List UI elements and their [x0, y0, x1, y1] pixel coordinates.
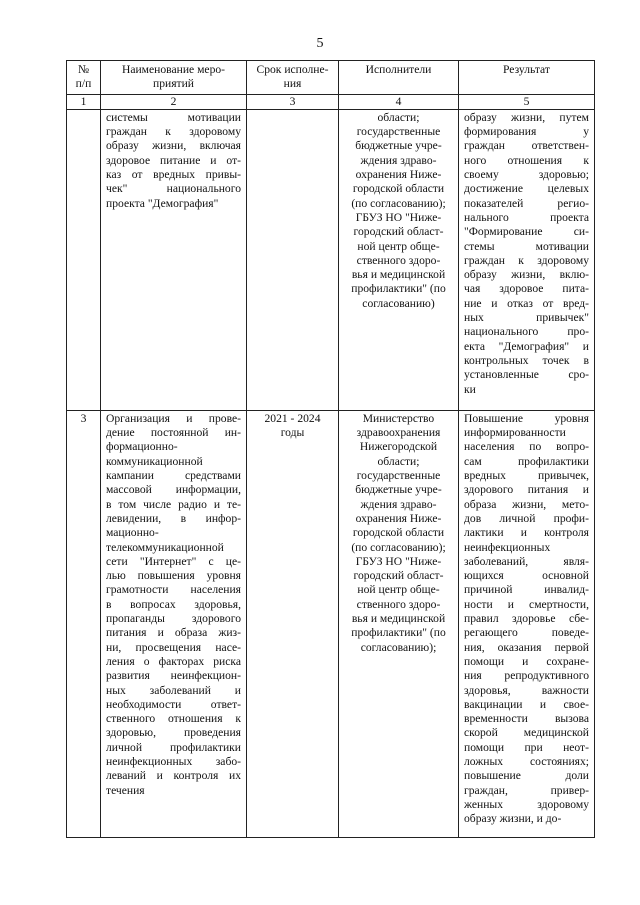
text-line: достижение целевых: [464, 182, 589, 196]
text-line: лью повышения уровня: [106, 569, 241, 583]
column-number: 4: [339, 94, 459, 109]
text-line: профилактики" (по: [351, 282, 446, 296]
text-line: телекоммуникационной: [106, 540, 224, 554]
text-line: ждения здраво-: [360, 497, 437, 511]
text-line: ния, оказания первой: [464, 640, 589, 654]
text-line: образу жизни, и до-: [464, 812, 562, 826]
table-header-row: [67, 61, 595, 95]
text-line: здравоохранения: [356, 426, 441, 440]
text-line: дов личной профи-: [464, 511, 589, 525]
text-line: здорового питания и: [464, 483, 589, 497]
text-line: охранения Ниже-: [355, 168, 442, 182]
page-number: 5: [316, 36, 324, 51]
text-line: нального проекта: [464, 210, 589, 224]
text-line: своему здоровью;: [464, 168, 589, 182]
header-name: [101, 61, 247, 95]
cell-name: [101, 109, 247, 410]
text-line: городской области: [352, 182, 445, 196]
text-line: ложных состояниях;: [464, 755, 589, 769]
text-line: (по согласованию);: [351, 540, 446, 554]
text-line: Организация и прове-: [106, 411, 241, 425]
text-line: государственные: [356, 125, 441, 139]
text-line: чая здоровое пита-: [464, 282, 589, 296]
header-name-line: Наименование меро-: [121, 63, 226, 76]
header-num-line: №: [77, 63, 90, 76]
cell-term: [247, 410, 339, 837]
text-line: ного отношения к: [464, 153, 589, 167]
text-line: здоровья, важности: [464, 683, 589, 697]
text-line: граждан к здоровому: [464, 253, 589, 267]
text-line: ждения здраво-: [360, 153, 437, 167]
text-line: женных здоровому: [464, 797, 589, 811]
text-line: помощи и сохране-: [464, 654, 589, 668]
text-line: ни, просвещения насе-: [106, 640, 241, 654]
term-line: годы: [280, 426, 305, 440]
header-num: [67, 61, 101, 95]
text-line: Министерство: [362, 411, 435, 425]
cell-name: [101, 410, 247, 837]
text-line: национального про-: [464, 325, 589, 339]
text-line: ных заболеваний и: [106, 683, 241, 697]
text-line: ных привычек": [464, 311, 589, 325]
text-line: (по согласованию);: [351, 196, 446, 210]
header-name-line: приятий: [152, 77, 194, 91]
text-line: системы мотивации: [106, 110, 241, 124]
cell-executors: [339, 410, 459, 837]
text-line: образу жизни, включая: [106, 139, 241, 153]
column-number: 2: [101, 94, 247, 109]
text-line: чек" национального: [106, 182, 241, 196]
text-line: в вопросах здоровья,: [106, 597, 241, 611]
text-line: ственного здоро-: [356, 253, 441, 267]
text-line: лактики и контроля: [464, 526, 589, 540]
text-line: коммуникационной: [106, 454, 203, 468]
text-line: ности и смертности,: [464, 597, 589, 611]
text-line: развития неинфекцион-: [106, 669, 241, 683]
text-line: бюджетные учре-: [355, 139, 442, 153]
text-line: здоровое питание и от-: [106, 153, 241, 167]
text-line: неинфекционных забо-: [106, 755, 241, 769]
header-term-line: ния: [283, 77, 302, 91]
text-line: образу жизни, путем: [464, 110, 589, 124]
column-number: 3: [247, 94, 339, 109]
text-line: питания и образа жиз-: [106, 626, 241, 640]
text-line: области;: [377, 110, 420, 124]
text-line: ственного здоро-: [356, 597, 441, 611]
text-line: каз от вредных привы-: [106, 168, 241, 182]
column-number: 5: [459, 94, 595, 109]
plan-table: [66, 60, 595, 838]
text-line: временности вызова: [464, 712, 589, 726]
header-term-line: Срок исполне-: [256, 63, 329, 76]
text-line: грамотности населения: [106, 583, 241, 597]
text-line: городской области: [352, 526, 445, 540]
text-line: ственного отношения к: [106, 712, 241, 726]
text-line: проекта "Демография": [106, 196, 219, 210]
text-line: необходимости ответ-: [106, 697, 241, 711]
text-line: дение постоянной ин-: [106, 426, 241, 440]
text-line: причиной инвалид-: [464, 583, 589, 597]
text-line: городский област-: [353, 569, 444, 583]
text-line: образа жизни, мето-: [464, 497, 589, 511]
text-line: ной центр обще-: [357, 239, 440, 253]
text-line: повышение доли: [464, 769, 589, 783]
cell-num: 3: [67, 410, 101, 837]
text-line: контрольных точек в: [464, 353, 589, 367]
text-line: "Формирование си-: [464, 225, 589, 239]
text-line: вакцинации и свое-: [464, 697, 589, 711]
text-line: стемы мотивации: [464, 239, 589, 253]
text-line: кампании средствами: [106, 469, 241, 483]
text-line: сам профилактики: [464, 454, 589, 468]
text-line: помощи при неот-: [464, 740, 589, 754]
table-row-continued: [67, 109, 595, 410]
text-line: информированности: [464, 426, 566, 440]
text-line: граждан ответствен-: [464, 139, 589, 153]
text-line: ние и отказ от вред-: [464, 296, 589, 310]
text-line: согласованию): [362, 296, 435, 310]
text-line: вредных привычек,: [464, 469, 589, 483]
text-line: сети "Интернет" с це-: [106, 554, 241, 568]
cell-result: [459, 410, 595, 837]
text-line: в том числе радио и те-: [106, 497, 241, 511]
text-line: государственные: [356, 469, 441, 483]
header-term: [247, 61, 339, 95]
text-line: мационно-: [106, 526, 159, 540]
text-line: скорой медицинской: [464, 726, 589, 740]
text-line: ГБУЗ НО "Ниже-: [355, 210, 442, 224]
text-line: екта "Демография" и: [464, 339, 589, 353]
column-numbers-row: [67, 94, 595, 109]
text-line: формирования у: [464, 125, 589, 139]
cell-term: [247, 109, 339, 410]
text-line: ГБУЗ НО "Ниже-: [355, 554, 442, 568]
text-line: здоровью, проведения: [106, 726, 241, 740]
text-line: профилактики" (по: [351, 626, 446, 640]
text-line: вья и медицинской: [351, 612, 446, 626]
text-line: формационно-: [106, 440, 178, 454]
text-line: ки: [464, 382, 476, 396]
text-line: леваний и контроля их: [106, 769, 241, 783]
text-line: пропаганды здорового: [106, 612, 241, 626]
text-line: граждан к здоровому: [106, 125, 241, 139]
cell-num: [67, 109, 101, 410]
header-result: Результат: [459, 61, 595, 95]
text-line: области;: [377, 454, 420, 468]
text-line: массовой информации,: [106, 483, 241, 497]
header-executors: Исполнители: [339, 61, 459, 95]
text-line: ющихся основной: [464, 569, 589, 583]
text-line: правил здоровье сбе-: [464, 612, 589, 626]
text-line: течения: [106, 783, 145, 797]
text-line: установленные сро-: [464, 368, 589, 382]
text-line: населения по вопро-: [464, 440, 589, 454]
text-line: городский област-: [353, 225, 444, 239]
text-line: граждан, привер-: [464, 783, 589, 797]
text-line: левидении, в инфор-: [106, 511, 241, 525]
text-line: показателей регио-: [464, 196, 589, 210]
text-line: ния репродуктивного: [464, 669, 589, 683]
text-line: ной центр обще-: [357, 583, 440, 597]
text-line: заболеваний, явля-: [464, 554, 589, 568]
text-line: согласованию);: [360, 640, 437, 654]
text-line: личной профилактики: [106, 740, 241, 754]
column-number: 1: [67, 94, 101, 109]
text-line: Повышение уровня: [464, 411, 589, 425]
text-line: неинфекционных: [464, 540, 551, 554]
text-line: ления о факторах риска: [106, 654, 241, 668]
text-line: вья и медицинской: [351, 268, 446, 282]
text-line: образу жизни, вклю-: [464, 268, 589, 282]
term-line: 2021 - 2024: [264, 411, 321, 425]
text-line: Нижегородской: [359, 440, 438, 454]
text-line: регающего поведе-: [464, 626, 589, 640]
cell-result: [459, 109, 595, 410]
text-line: бюджетные учре-: [355, 483, 442, 497]
cell-executors: [339, 109, 459, 410]
table-row-3: [67, 410, 595, 837]
header-num-line: п/п: [75, 77, 92, 91]
text-line: охранения Ниже-: [355, 511, 442, 525]
